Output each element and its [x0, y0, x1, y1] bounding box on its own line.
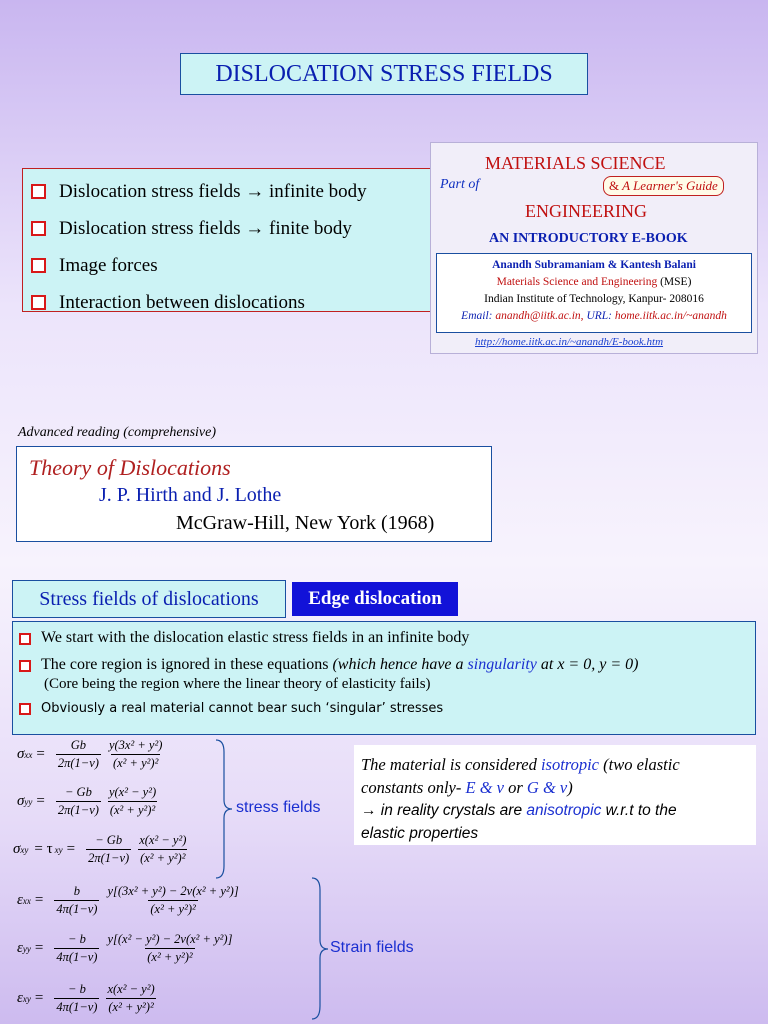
- checkbox-icon: [31, 184, 46, 199]
- equation-epsilon-xx: ε xx = $\frac{b}{4\pi(1-\nu)}$ $\frac{\text{y[(3x² + y²) − 2ν(x² + y²)]}}{\text{(x² + y²)²}}$: [17, 884, 239, 916]
- equation-epsilon-yy: ε yy = $\frac{- b}{4\pi(1-\nu)}$ $\frac{\text{y[(x² − y²) − 2ν(x² + y²)]}}{\text{(x² + y²)²}}$: [17, 932, 233, 964]
- list-item: We start with the dislocation elastic stress fields in an infinite body: [19, 629, 755, 656]
- equation-epsilon-xy: ε xy = $\frac{- b}{4\pi(1-\nu)}$ $\frac{\text{x(x² − y²)}}{\text{(x² + y²)²}}$: [17, 982, 155, 1014]
- section-title: Stress fields of dislocations: [12, 580, 286, 618]
- book-title-line2: ENGINEERING: [525, 201, 647, 221]
- checkbox-icon: [19, 660, 31, 672]
- stress-fields-label: stress fields: [236, 799, 321, 816]
- learners-guide-badge: & A Learner's Guide: [603, 176, 724, 196]
- intro-points: [12, 621, 756, 735]
- equation-sigma-xx: σ xx = $\frac{Gb}{2\pi(1-\nu)}$ $\frac{\text{y(3x² + y²)}}{\text{(x² + y²)²}}$: [17, 738, 163, 770]
- equation-sigma-yy: σ yy = $\frac{- Gb}{2\pi(1-\nu)}$ $\frac{\text{y(x² − y²)}}{\text{(x² + y²)²}}$: [17, 785, 157, 817]
- book-subtitle: AN INTRODUCTORY E-BOOK: [489, 231, 688, 246]
- topic-item: Interaction between dislocations: [31, 284, 439, 321]
- list-item: The core region is ignored in these equations (which hence have a singularity at x = 0, y = 0): [19, 656, 755, 676]
- book-title-line1: MATERIALS SCIENCE: [485, 153, 666, 173]
- stress-brace: [214, 738, 236, 880]
- edge-dislocation-tag: Edge dislocation: [292, 582, 458, 616]
- authors-card: Anandh Subramaniam & Kantesh Balani Materials Science and Engineering (MSE) Indian Institute of Technology, Kanpur- 208016 Email: anandh@iitk.ac.in, URL: home.iitk.ac.in/~anandh: [436, 253, 752, 333]
- part-of-label: Part of: [440, 177, 480, 192]
- ebook-banner: [430, 142, 758, 354]
- topic-item: Image forces: [31, 247, 439, 284]
- strain-brace: [310, 876, 332, 1022]
- checkbox-icon: [19, 703, 31, 715]
- equation-sigma-xy: σ xy = τ xy = $\frac{- Gb}{2\pi(1-\nu)}$ $\frac{\text{x(x² − y²)}}{\text{(x² + y²)²}}$: [13, 833, 187, 865]
- list-subitem: (Core being the region where the linear theory of elasticity fails): [44, 676, 431, 692]
- checkbox-icon: [31, 221, 46, 236]
- list-item: Obviously a real material cannot bear such ‘singular’ stresses: [19, 701, 755, 716]
- reference-title: Theory of Dislocations: [29, 455, 231, 480]
- email-link[interactable]: anandh@iitk.ac.in,: [495, 310, 584, 322]
- reference-authors: J. P. Hirth and J. Lothe: [99, 484, 282, 506]
- reference-box: [16, 446, 492, 542]
- topic-item: Dislocation stress fields → finite body: [31, 210, 439, 247]
- page-title: DISLOCATION STRESS FIELDS: [180, 53, 588, 95]
- topics-list: [22, 168, 440, 312]
- checkbox-icon: [31, 295, 46, 310]
- homepage-link[interactable]: home.iitk.ac.in/~anandh: [614, 310, 727, 322]
- topic-item: Dislocation stress fields → infinite body: [31, 173, 439, 210]
- advanced-reading-caption: Advanced reading (comprehensive): [18, 425, 216, 440]
- reference-publisher: McGraw-Hill, New York (1968): [176, 512, 435, 534]
- isotropy-note: The material is considered isotropic (two elastic constants only- E & ν or G & ν) → in reality crystals are anisotropic w.r.t to the elastic properties: [354, 745, 756, 845]
- checkbox-icon: [31, 258, 46, 273]
- ebook-link[interactable]: http://home.iitk.ac.in/~anandh/E-book.htm: [475, 336, 664, 348]
- checkbox-icon: [19, 633, 31, 645]
- strain-fields-label: Strain fields: [330, 939, 414, 956]
